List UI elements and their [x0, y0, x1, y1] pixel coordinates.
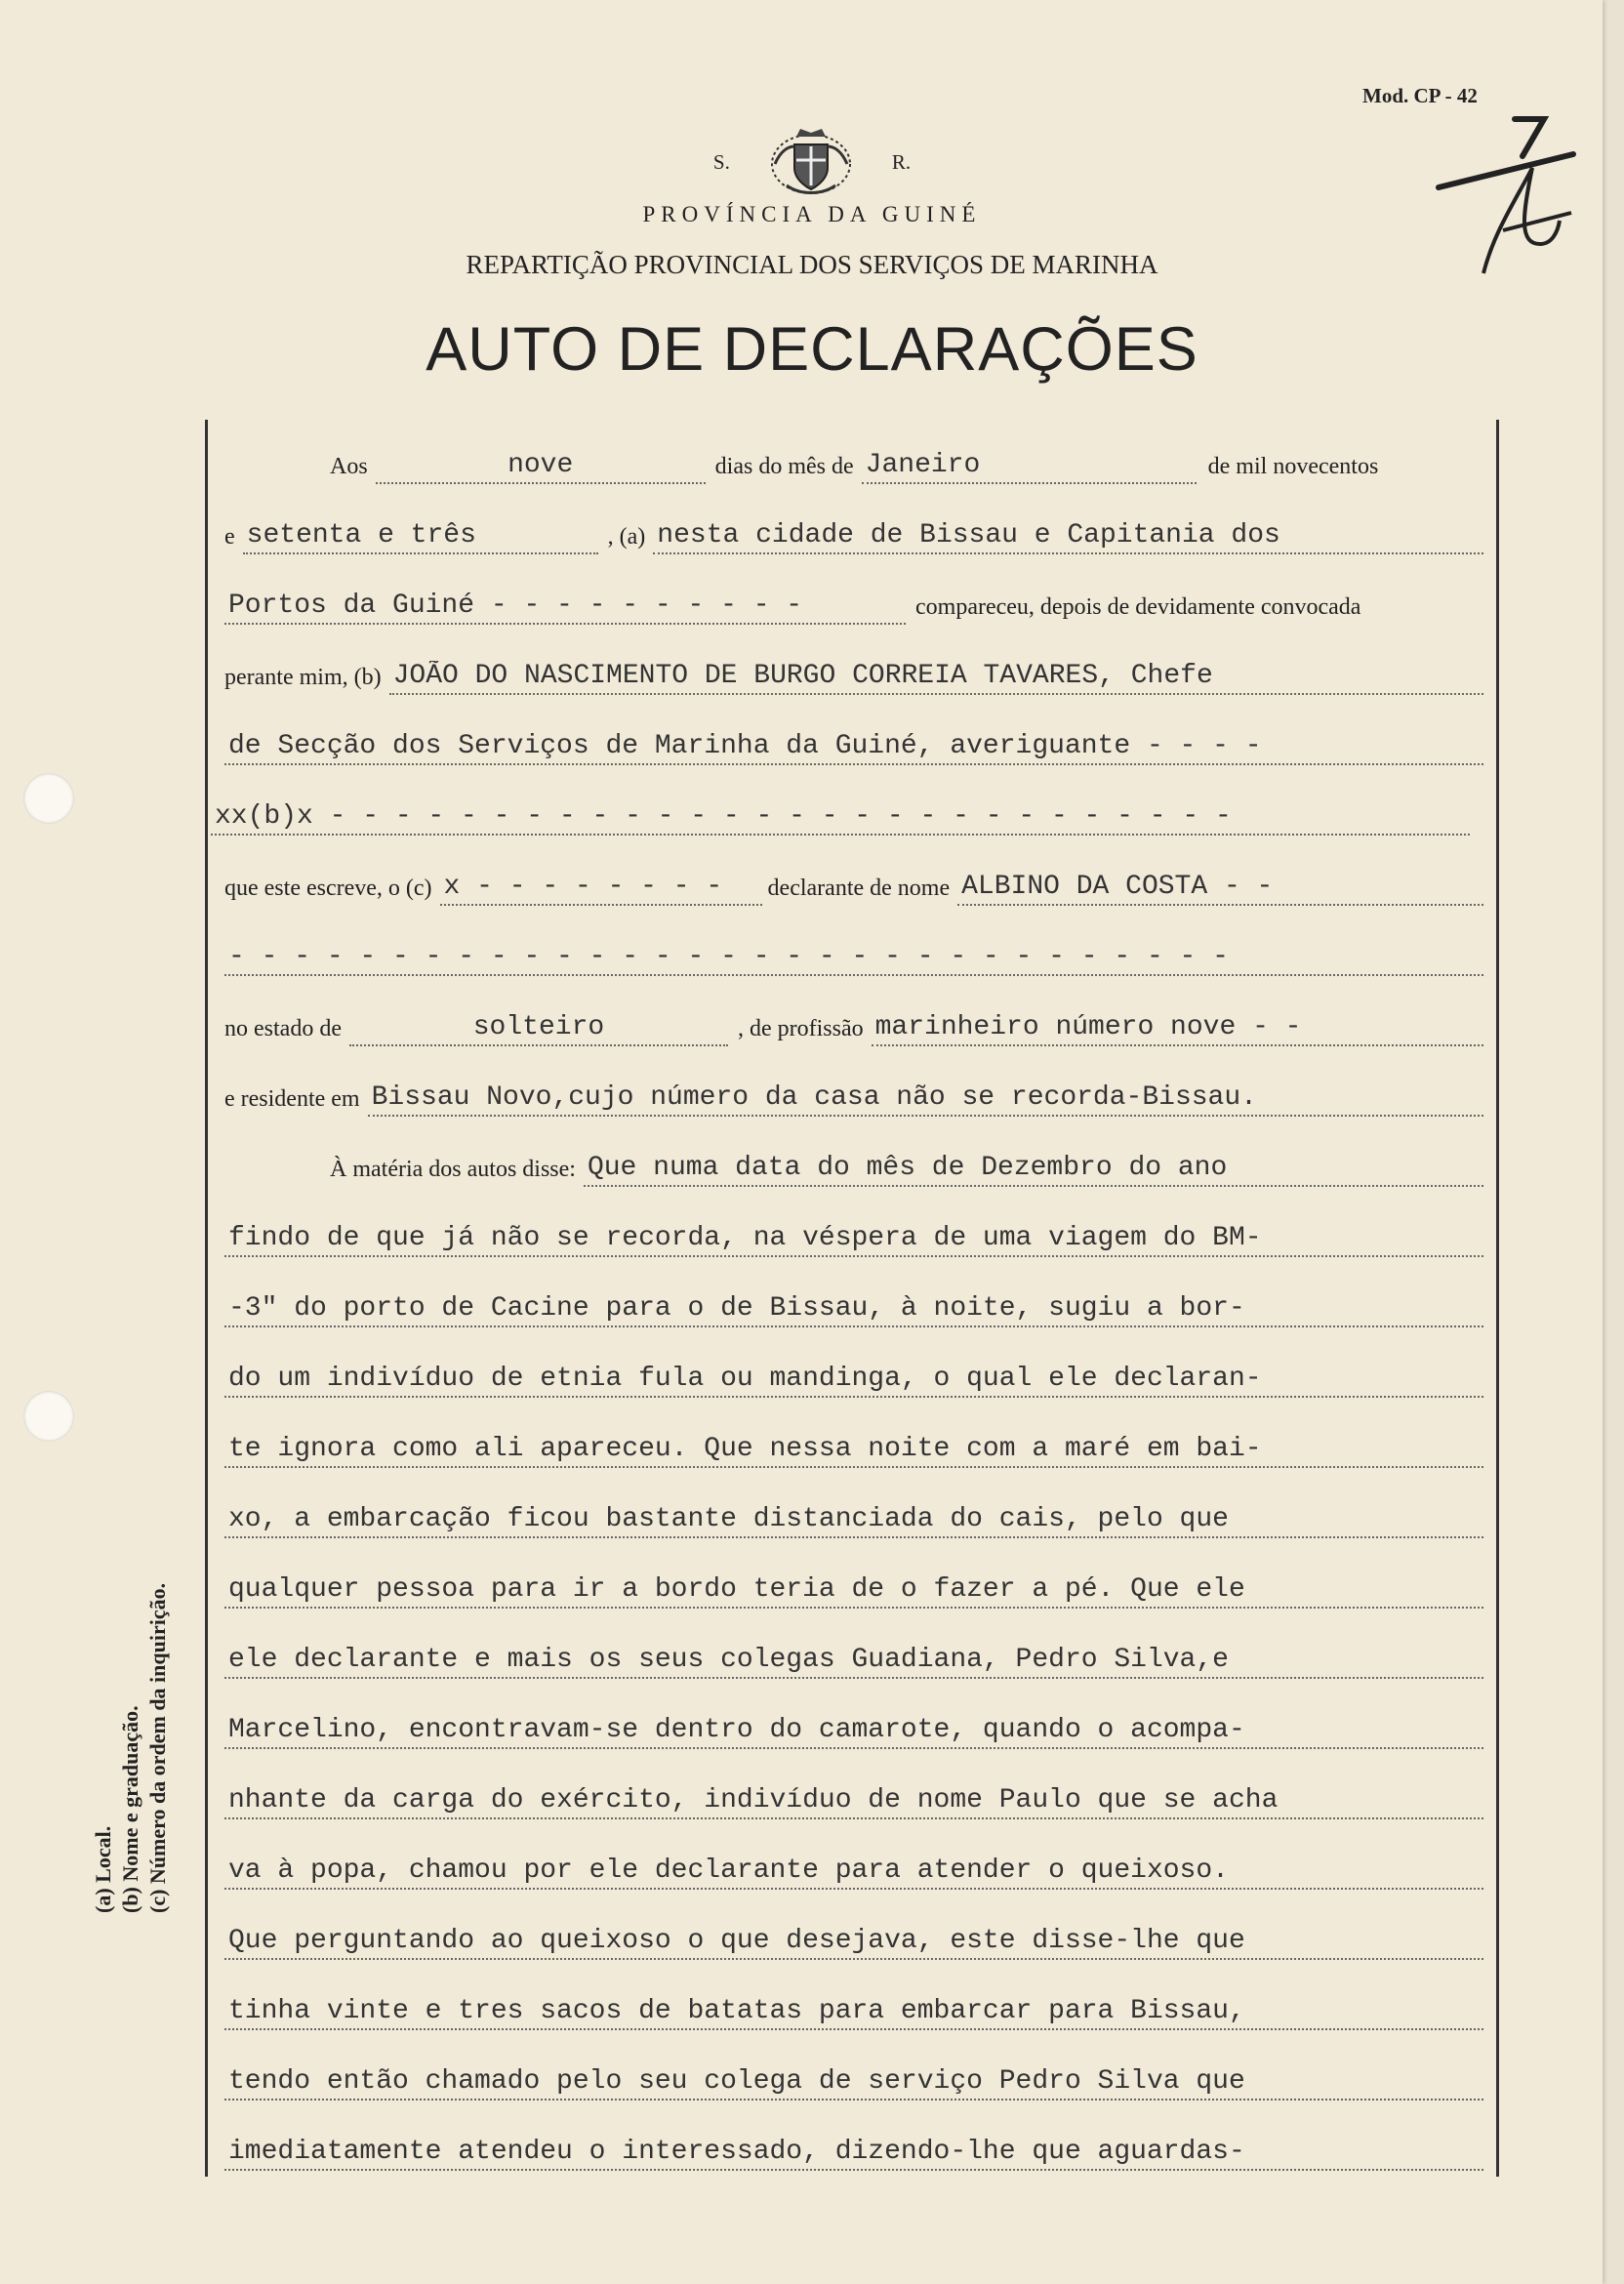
margin-notes [90, 1583, 172, 1913]
statement-text: Marcelino, encontravam-se dentro do camarote, quando o acompa- [224, 1715, 1483, 1749]
form-line-date [224, 445, 1483, 484]
appeared-label: compareceu, depois de devidamente convocada [915, 594, 1361, 620]
statement-text: tendo então chamado pelo seu colega de serviço Pedro Silva que [224, 2066, 1483, 2100]
statement-line-10 [224, 1851, 1483, 1890]
statement-label: À matéria dos autos disse: [330, 1157, 576, 1182]
statement-line-6 [224, 1570, 1483, 1609]
margin-note-a: (a) Local. [91, 1825, 115, 1913]
residence-label: e residente em [224, 1086, 360, 1112]
year-field: setenta e três [243, 520, 598, 554]
form-line-status [224, 1007, 1483, 1046]
official-field-3: xx(b)x - - - - - - - - - - - - - - - - - - - - - - - - - - - - [211, 801, 1470, 836]
statement-line-11 [224, 1921, 1483, 1960]
state-label: no estado de [224, 1016, 342, 1041]
statement-line-5 [224, 1499, 1483, 1538]
statement-line-0 [224, 1148, 1483, 1187]
statement-line-12 [224, 1991, 1483, 2030]
form-line-dashes [224, 937, 1483, 976]
declarant-name-field: ALBINO DA COSTA - - [957, 872, 1483, 906]
statement-text: ele declarante e mais os seus colegas Guadiana, Pedro Silva,e [224, 1645, 1483, 1679]
department-heading: REPARTIÇÃO PROVINCIAL DOS SERVIÇOS DE MARINHA [466, 250, 1158, 279]
e-label: e [224, 524, 235, 550]
official-field-2: de Secção dos Serviços de Marinha da Guiné, averiguante - - - - [224, 731, 1483, 765]
statement-line-4 [224, 1429, 1483, 1468]
document-title: AUTO DE DECLARAÇÕES [426, 315, 1198, 384]
statement-text: qualquer pessoa para ir a bordo teria de o fazer a pé. Que ele [224, 1574, 1483, 1609]
form-code: Mod. CP - 42 [1362, 84, 1478, 107]
statement-line-7 [224, 1640, 1483, 1679]
thousand-label: de mil novecentos [1207, 454, 1379, 479]
profession-label: , de profissão [737, 1016, 864, 1041]
local-a-label: , (a) [607, 524, 646, 550]
province-heading: PROVÍNCIA DA GUINÉ [642, 202, 982, 226]
dash-field: - - - - - - - - - - - - - - - - - - - - - - - - - - - - - - - [224, 942, 1483, 976]
statement-text: xo, a embarcação ficou bastante distanciada do cais, pelo que [224, 1504, 1483, 1538]
statement-text: te ignora como ali apareceu. Que nessa noite com a maré em bai- [224, 1434, 1483, 1468]
seal-right-letter: R. [891, 149, 912, 174]
statement-text: tinha vinte e tres sacos de batatas para embarcar para Bissau, [224, 1996, 1483, 2030]
statement-text: Que numa data do mês de Dezembro do ano [584, 1153, 1483, 1187]
form-line-place [224, 586, 1483, 625]
official-field-1: JOÃO DO NASCIMENTO DE BURGO CORREIA TAVARES, Chefe [389, 661, 1483, 695]
statement-text: do um indivíduo de etnia fula ou mandinga, o qual ele declaran- [224, 1364, 1483, 1398]
form-line-official-3 [211, 796, 1470, 836]
letterhead-seal-row [0, 125, 1624, 199]
marital-status-field: solteiro [349, 1012, 728, 1046]
margin-note-c: (c) Número da ordem da inquirição. [145, 1582, 170, 1913]
aos-label: Aos [330, 454, 368, 479]
form-line-official-2 [224, 726, 1483, 765]
punch-hole [23, 1391, 74, 1442]
statement-text: nhante da carga do exército, indivíduo de nome Paulo que se acha [224, 1785, 1483, 1819]
writes-label: que este escreve, o (c) [224, 876, 432, 901]
writes-field: x - - - - - - - - [440, 872, 762, 906]
declarant-label: declarante de nome [767, 876, 951, 901]
seal-left-letter: S. [712, 149, 730, 174]
statement-line-9 [224, 1780, 1483, 1819]
days-label: dias do mês de [714, 454, 854, 479]
statement-line-8 [224, 1710, 1483, 1749]
month-field: Janeiro [862, 450, 1197, 484]
form-line-writer [224, 867, 1483, 906]
statement-line-2 [224, 1288, 1483, 1327]
statement-line-13 [224, 2061, 1483, 2100]
place-field-1: nesta cidade de Bissau e Capitania dos [653, 520, 1483, 554]
day-field: nove [376, 450, 706, 484]
place-field-2: Portos da Guiné - - - - - - - - - - [224, 591, 906, 625]
statement-line-1 [224, 1218, 1483, 1257]
statement-text: -3" do porto de Cacine para o de Bissau, à noite, sugiu a bor- [224, 1293, 1483, 1327]
statement-text: imediatamente atendeu o interessado, dizendo-lhe que aguardas- [224, 2137, 1483, 2171]
residence-field: Bissau Novo,cujo número da casa não se recorda-Bissau. [368, 1082, 1483, 1117]
profession-field: marinheiro número nove - - [872, 1012, 1483, 1046]
coat-of-arms-icon [767, 125, 855, 199]
statement-text: findo de que já não se recorda, na véspera de uma viagem do BM- [224, 1223, 1483, 1257]
statement-text: va à popa, chamou por ele declarante para atender o queixoso. [224, 1856, 1483, 1890]
statement-line-14 [224, 2132, 1483, 2171]
statement-text: Que perguntando ao queixoso o que desejava, este disse-lhe que [224, 1926, 1483, 1960]
margin-note-b: (b) Nome e graduação. [118, 1705, 142, 1913]
statement-line-3 [224, 1359, 1483, 1398]
before-label: perante mim, (b) [224, 665, 382, 690]
form-line-residence [224, 1078, 1483, 1117]
form-line-year [224, 515, 1483, 554]
form-line-official [224, 656, 1483, 695]
punch-hole [23, 773, 74, 824]
